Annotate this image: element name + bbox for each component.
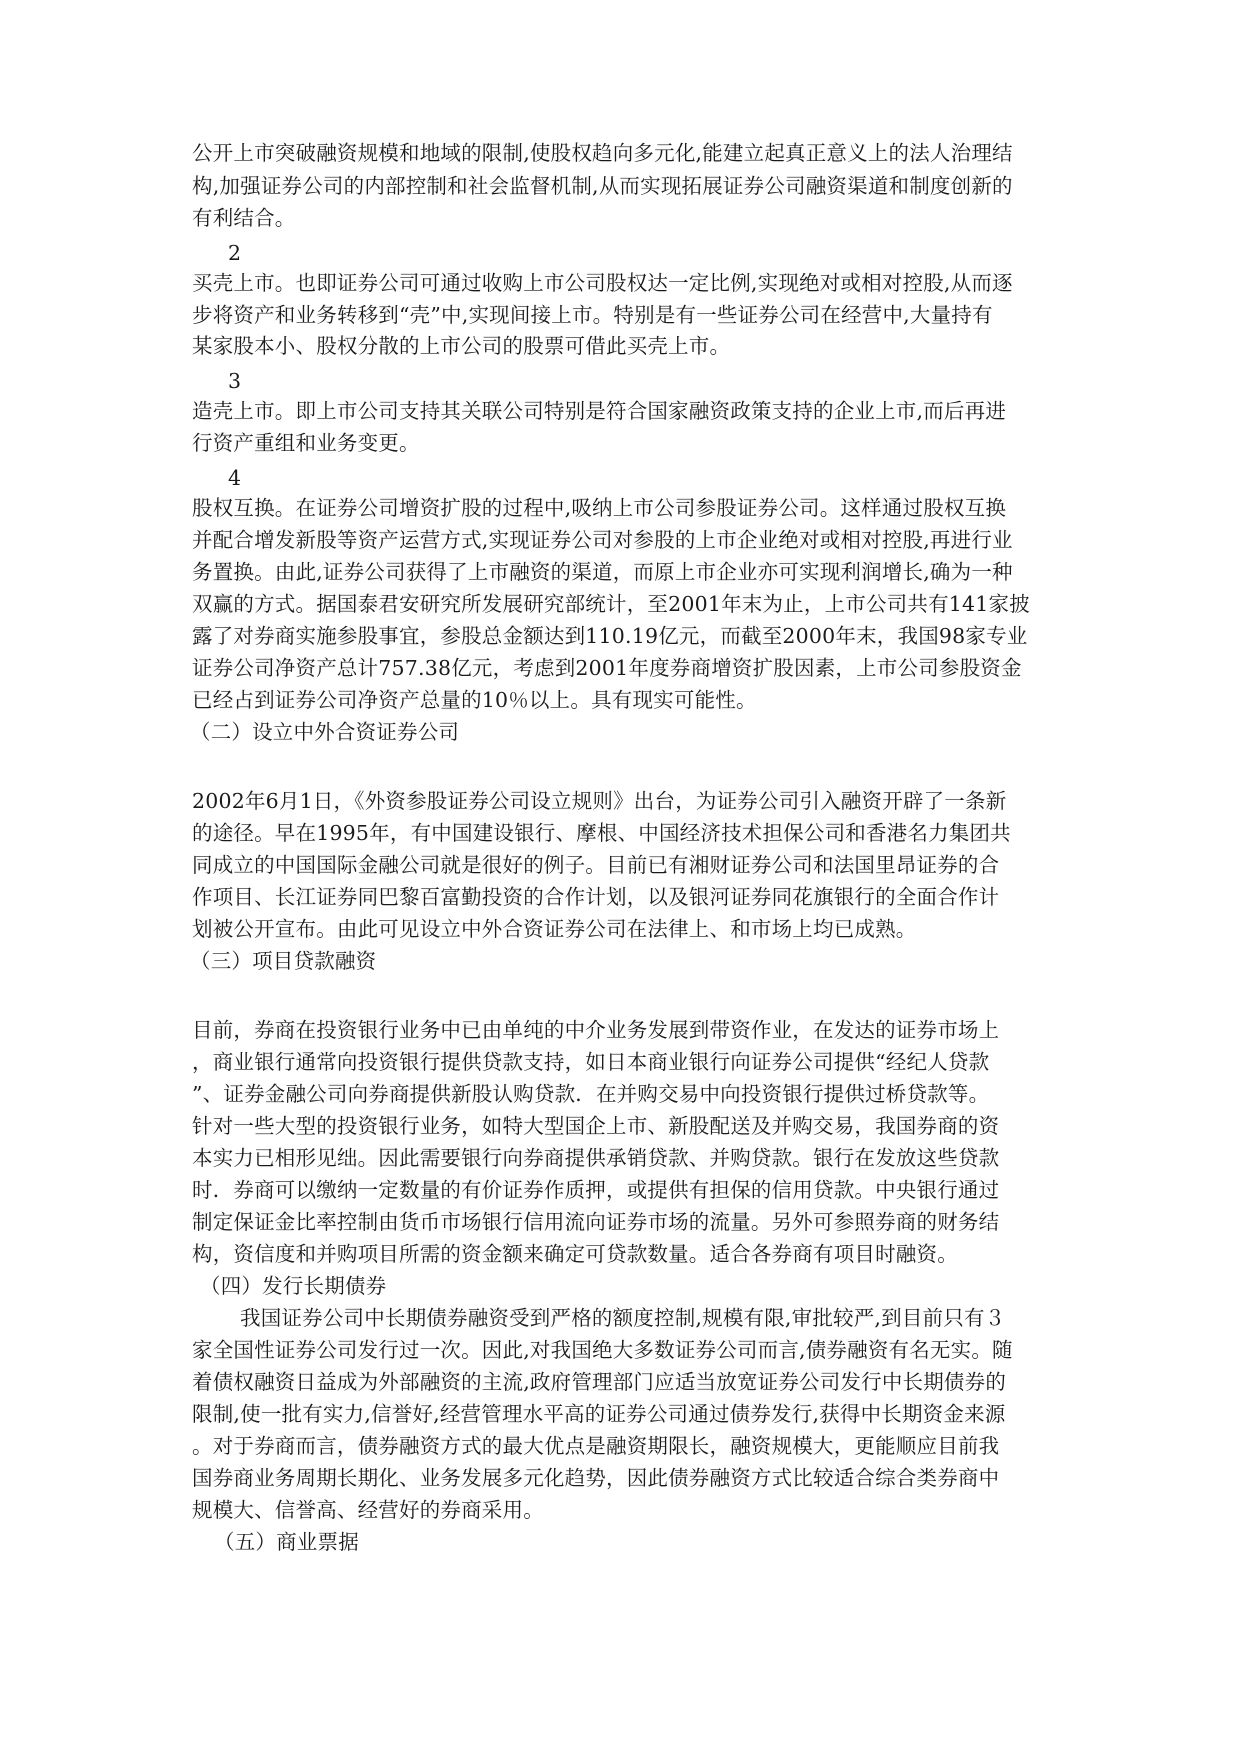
paragraph-line: ”、证券金融公司向券商提供新股认购贷款．在并购交易中向投资银行提供过桥贷款等。 — [192, 1082, 990, 1106]
paragraph-line: 国券商业务周期长期化、业务发展多元化趋势，因此债券融资方式比较适合综合类券商中 — [192, 1466, 1000, 1490]
paragraph-line: 针对一些大型的投资银行业务，如特大型国企上市、新股配送及并购交易，我国券商的资 — [192, 1114, 1000, 1138]
paragraph-line: 务置换。由此,证券公司获得了上市融资的渠道，而原上市企业亦可实现利润增长,确为一种 — [192, 560, 1013, 584]
paragraph-line: 限制,使一批有实力,信誉好,经营管理水平高的证券公司通过债券发行,获得中长期资金来源 — [192, 1402, 1006, 1426]
paragraph-line: 造壳上市。即上市公司支持其关联公司特别是符合国家融资政策支持的企业上市,而后再进 — [192, 399, 1007, 423]
paragraph-line: 目前，券商在投资银行业务中已由单纯的中介业务发展到带资作业，在发达的证券市场上 — [192, 1018, 1000, 1042]
paragraph-line: 着债权融资日益成为外部融资的主流,政府管理部门应适当放宽证券公司发行中长期债券的 — [192, 1370, 1007, 1394]
list-number: 3 — [228, 369, 242, 393]
list-number: 4 — [228, 466, 242, 490]
paragraph-line: 规模大、信誉高、经营好的券商采用。 — [192, 1498, 544, 1522]
paragraph-line: 行资产重组和业务变更。 — [192, 431, 420, 455]
paragraph-line: 双赢的方式。据国泰君安研究所发展研究部统计，至2001年末为止，上市公司共有141家披 — [192, 592, 1030, 616]
paragraph-line: 划被公开宣布。由此可见设立中外合资证券公司在法律上、和市场上均已成熟。 — [192, 917, 917, 941]
paragraph-line: 。对于券商而言，债券融资方式的最大优点是融资期限长，融资规模大，更能顺应目前我 — [192, 1434, 1000, 1458]
paragraph-line: 家全国性证券公司发行过一次。因此,对我国绝大多数证券公司而言,债券融资有名无实。随 — [192, 1338, 1013, 1362]
section-heading: （四）发行长期债券 — [200, 1274, 387, 1298]
paragraph-line: 同成立的中国国际金融公司就是很好的例子。目前已有湘财证券公司和法国里昂证券的合 — [192, 853, 1000, 877]
paragraph-line: 并配合增发新股等资产运营方式,实现证券公司对参股的上市企业绝对或相对控股,再进行业 — [192, 528, 1013, 552]
paragraph-line: 步将资产和业务转移到“壳”中,实现间接上市。特别是有一些证券公司在经营中,大量持有 — [192, 303, 993, 327]
paragraph-line: 本实力已相形见绌。因此需要银行向券商提供承销贷款、并购贷款。银行在发放这些贷款 — [192, 1146, 1000, 1170]
paragraph-line: 某家股本小、股权分散的上市公司的股票可借此买壳上市。 — [192, 334, 731, 358]
paragraph-line: 2002年6月1日，《外资参股证券公司设立规则》出台，为证券公司引入融资开辟了一条新 — [192, 789, 1007, 813]
paragraph-line: 制定保证金比率控制由货币市场银行信用流向证券市场的流量。另外可参照券商的财务结 — [192, 1210, 1000, 1234]
paragraph-line: 已经占到证券公司净资产总量的10％以上。具有现实可能性。 — [192, 688, 757, 712]
paragraph-line: 有利结合。 — [192, 206, 296, 230]
paragraph-line: 构,加强证券公司的内部控制和社会监督机制,从而实现拓展证券公司融资渠道和制度创新的 — [192, 174, 1013, 198]
section-heading: （三）项目贷款融资 — [190, 949, 377, 973]
paragraph-line: 买壳上市。也即证券公司可通过收购上市公司股权达一定比例,实现绝对或相对控股,从而逐 — [192, 271, 1013, 295]
paragraph-line: 构，资信度和并购项目所需的资金额来确定可贷款数量。适合各券商有项目时融资。 — [192, 1242, 958, 1266]
section-heading: （二）设立中外合资证券公司 — [190, 720, 460, 744]
section-heading: （五）商业票据 — [214, 1530, 359, 1554]
paragraph-line: 股权互换。在证券公司增资扩股的过程中,吸纳上市公司参股证券公司。这样通过股权互换 — [192, 496, 1007, 520]
paragraph-line: 的途径。早在1995年，有中国建设银行、摩根、中国经济技术担保公司和香港名力集团共 — [192, 821, 1011, 845]
paragraph-line: 作项目、长江证券同巴黎百富勤投资的合作计划，以及银河证券同花旗银行的全面合作计 — [192, 885, 1000, 909]
paragraph-line: 露了对券商实施参股事宜，参股总金额达到110.19亿元，而截至2000年末，我国98家专业 — [192, 624, 1028, 648]
paragraph-line: 公开上市突破融资规模和地域的限制,使股权趋向多元化,能建立起真正意义上的法人治理结 — [192, 141, 1013, 165]
paragraph-line: 证券公司净资产总计757.38亿元，考虑到2001年度券商增资扩股因素，上市公司参股资金 — [192, 656, 1022, 680]
list-number: 2 — [228, 241, 242, 265]
paragraph-line: ，商业银行通常向投资银行提供贷款支持，如日本商业银行向证券公司提供“经纪人贷款 — [192, 1050, 990, 1074]
paragraph-line: 时．券商可以缴纳一定数量的有价证券作质押，或提供有担保的信用贷款。中央银行通过 — [192, 1178, 1000, 1202]
paragraph-line: 我国证券公司中长期债券融资受到严格的额度控制,规模有限,审批较严,到目前只有３ — [240, 1306, 1006, 1330]
